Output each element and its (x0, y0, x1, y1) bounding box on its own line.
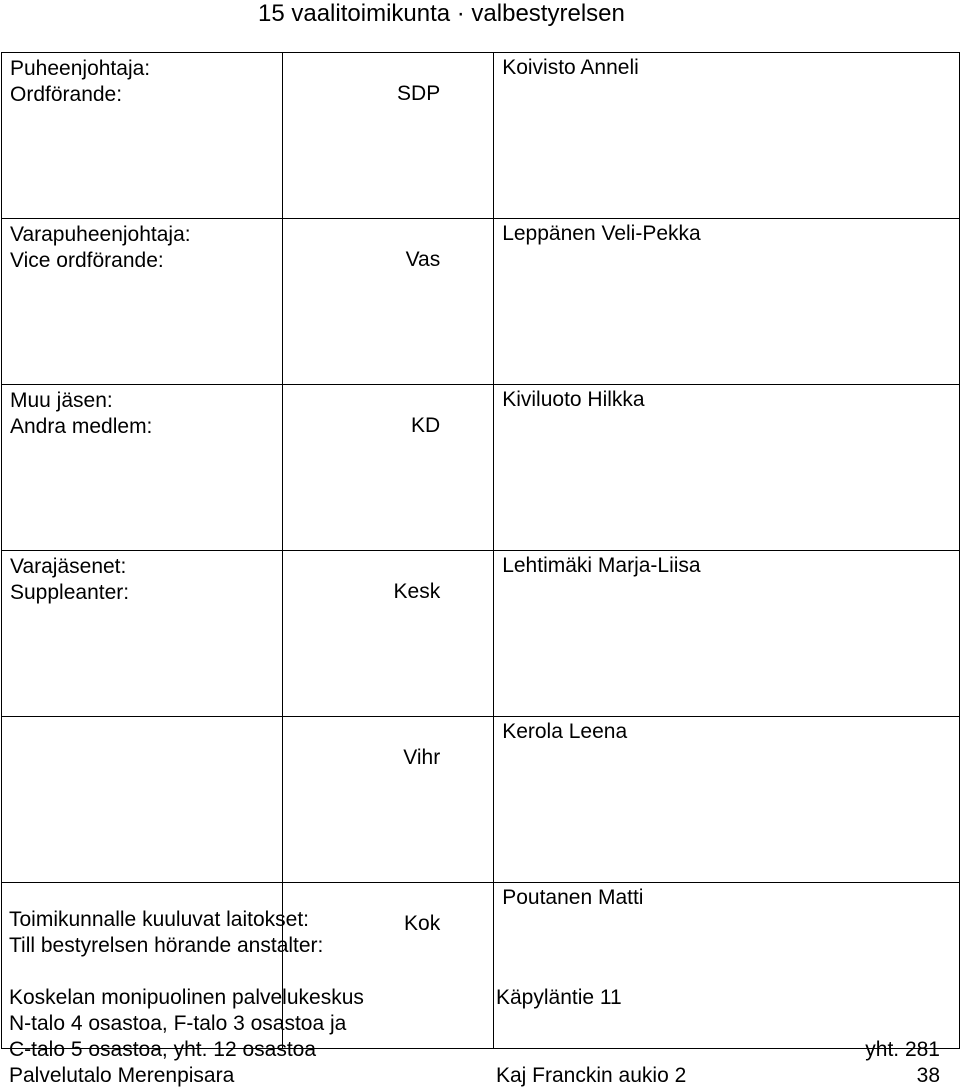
member-cell: Koivisto Anneli (494, 53, 960, 219)
party-cell: SDP (283, 53, 494, 219)
committee-table (1, 52, 960, 1049)
table-row (2, 53, 960, 219)
table-row (2, 717, 960, 883)
member-cell: Kiviluoto Hilkka (494, 385, 960, 551)
party-cell: Kesk (283, 551, 494, 717)
role-cell (2, 53, 283, 219)
institution-address: Käpyläntie 11 (496, 986, 622, 1009)
party-cell: Vihr (283, 717, 494, 883)
institution-name: Koskelan monipuolinen palvelukeskus (9, 986, 364, 1009)
role-fi: Puheenjohtaja: (10, 57, 151, 80)
institutions-heading-sv: Till bestyrelsen hörande anstalter: (9, 934, 324, 957)
party-cell: KD (283, 385, 494, 551)
role-sv: Suppleanter: (10, 581, 130, 604)
page-title: 15 vaalitoimikunta · valbestyrelsen (258, 0, 625, 27)
institution-address: Kaj Franckin aukio 2 (496, 1064, 687, 1087)
role-fi: Varapuheenjohtaja: (10, 223, 191, 246)
institution-detail: C-talo 5 osastoa, yht. 12 osastoa (9, 1038, 317, 1061)
institution-detail: N-talo 4 osastoa, F-talo 3 osastoa ja (9, 1012, 347, 1035)
role-cell (2, 385, 283, 551)
party-cell: Kok (283, 883, 494, 1049)
role-cell (2, 551, 283, 717)
role-fi: Muu jäsen: (10, 389, 113, 412)
institution-name: Palvelutalo Merenpisara (9, 1064, 235, 1087)
role-sv: Ordförande: (10, 83, 123, 106)
role-sv: Andra medlem: (10, 415, 153, 438)
table-row (2, 219, 960, 385)
member-cell: Leppänen Veli-Pekka (494, 219, 960, 385)
institutions-heading (9, 907, 323, 959)
member-cell: Poutanen Matti (494, 883, 960, 1049)
role-cell (2, 717, 283, 883)
table-row (2, 385, 960, 551)
role-fi: Varajäsenet: (10, 555, 127, 578)
institution-total: 38 (916, 1064, 940, 1087)
role-cell (2, 219, 283, 385)
party-cell: Vas (283, 219, 494, 385)
member-cell: Lehtimäki Marja-Liisa (494, 551, 960, 717)
institution-total: yht. 281 (865, 1038, 940, 1061)
role-sv: Vice ordförande: (10, 249, 164, 272)
member-cell: Kerola Leena (494, 717, 960, 883)
table-row (2, 551, 960, 717)
institutions-heading-fi: Toimikunnalle kuuluvat laitokset: (9, 908, 309, 931)
